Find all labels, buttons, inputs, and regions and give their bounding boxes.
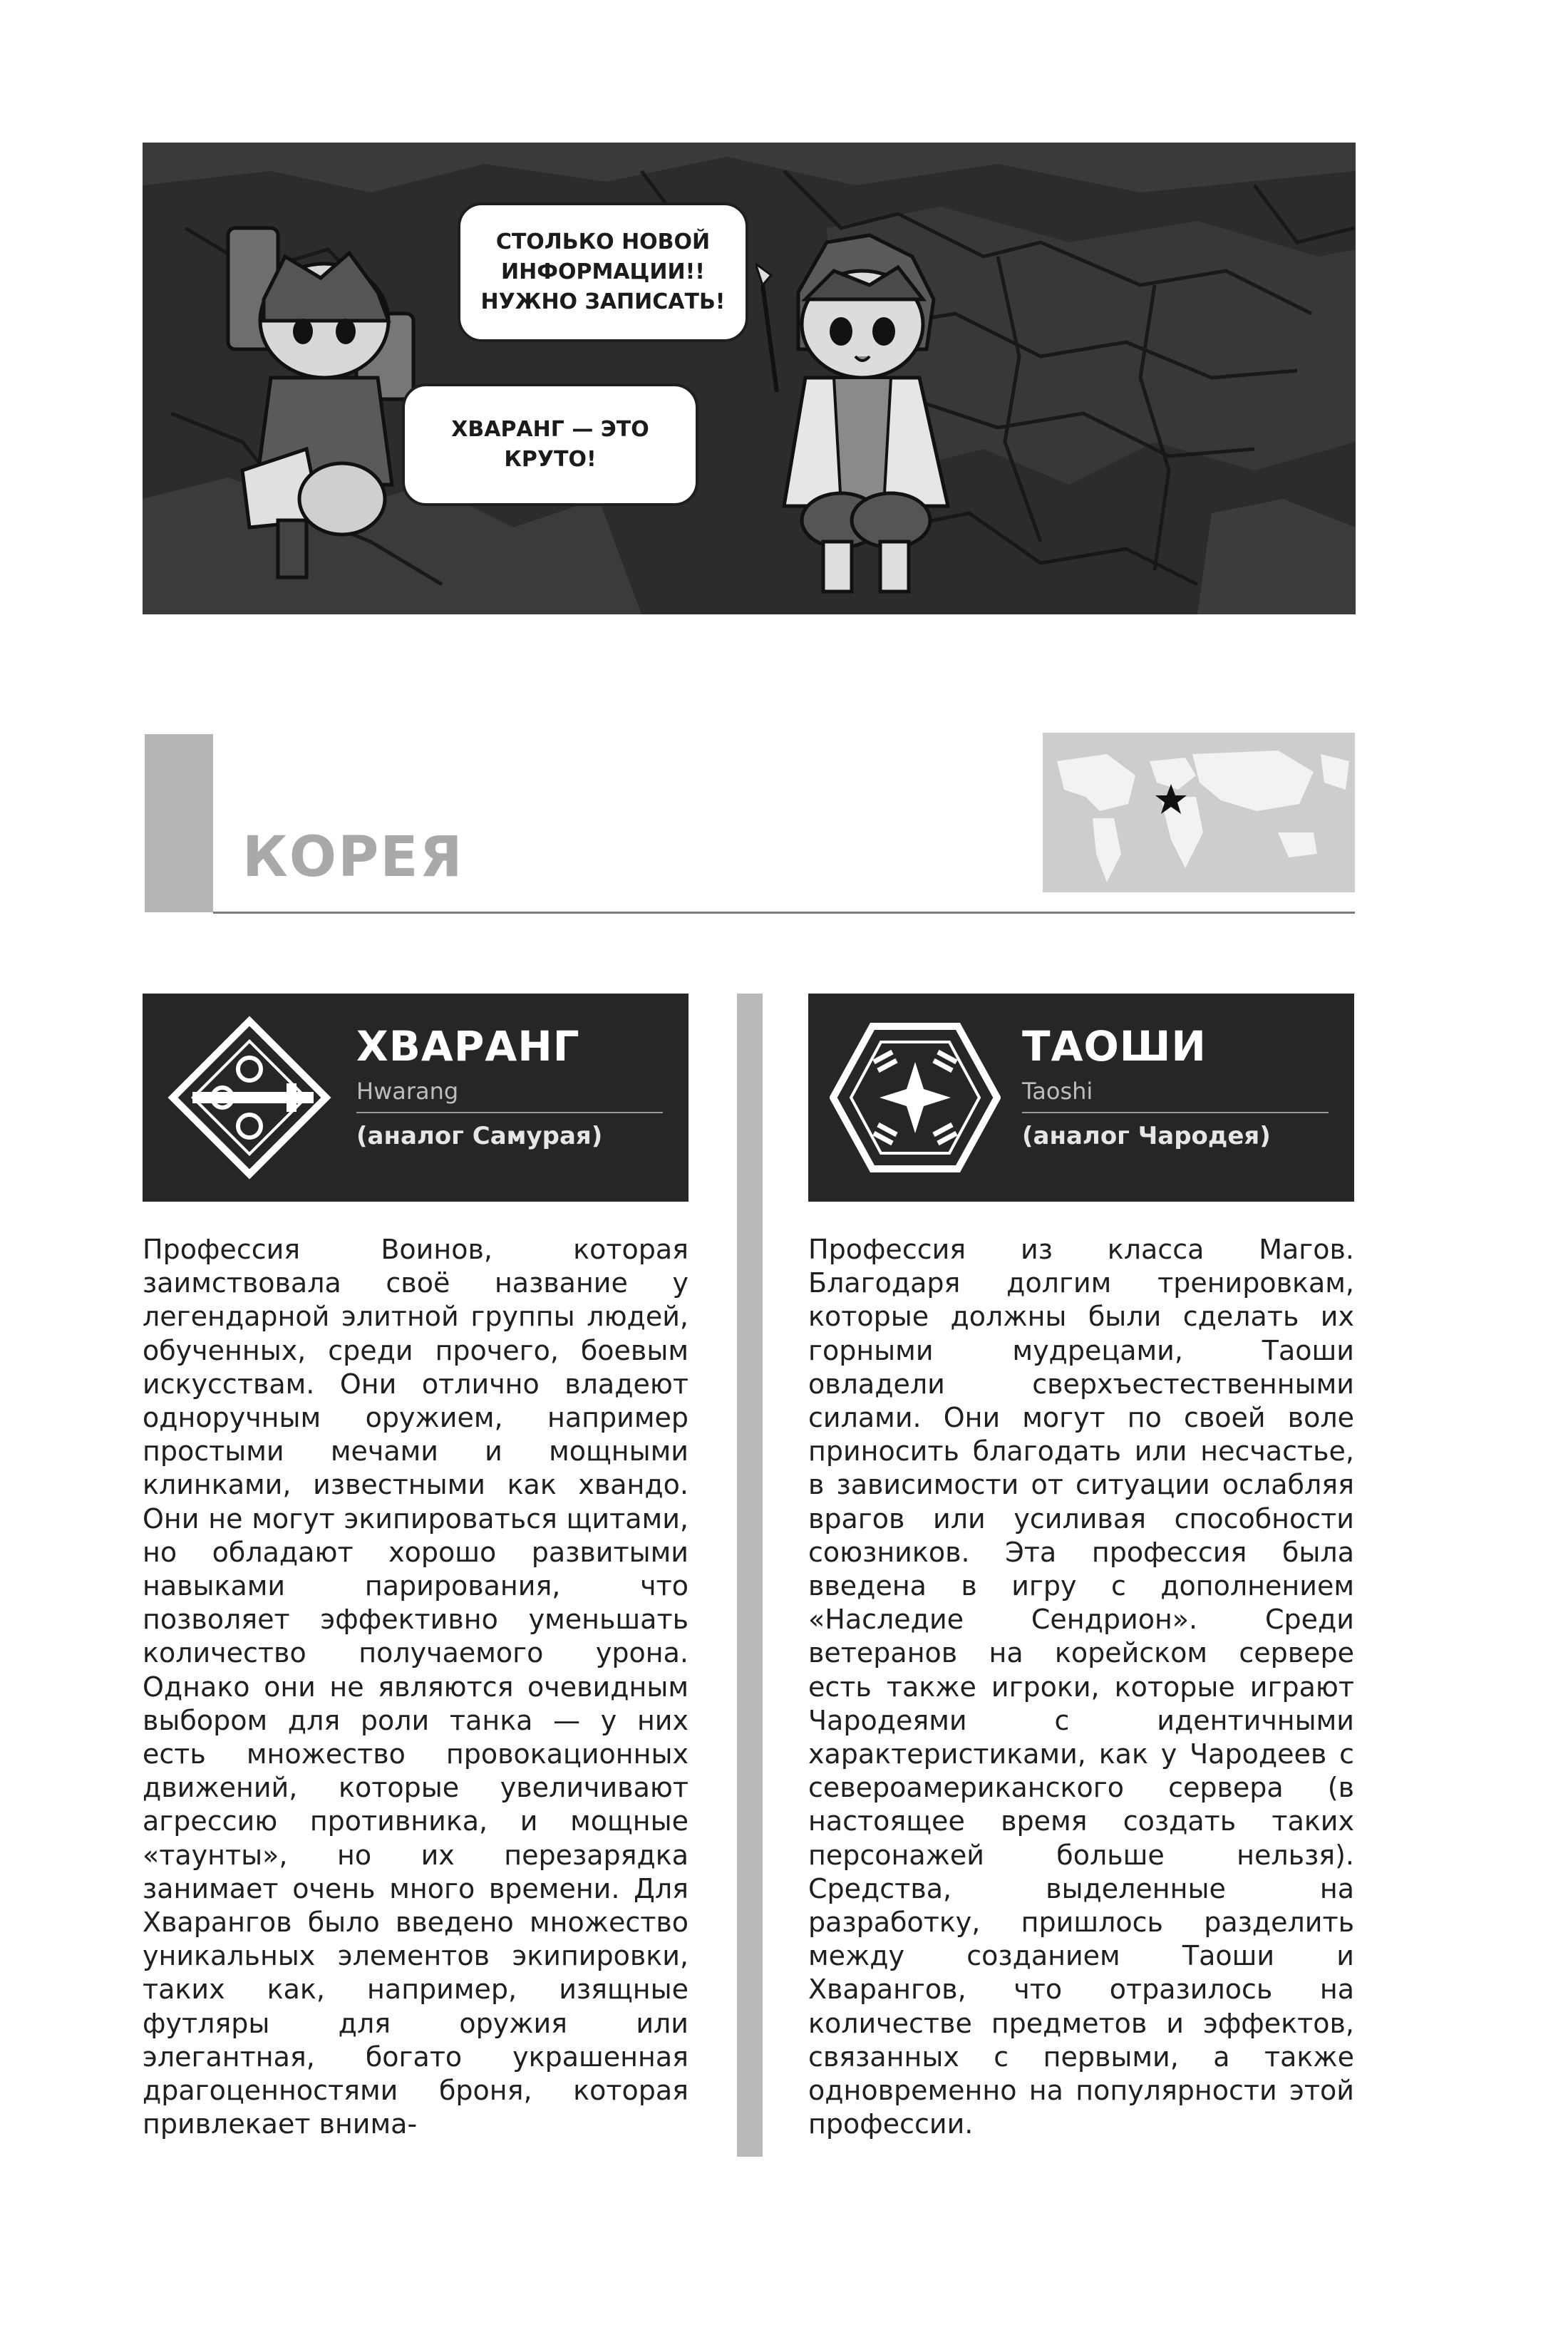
- region-accent-bar: [145, 734, 213, 912]
- class-name: ХВАРАНГ: [356, 1022, 580, 1071]
- class-latin-name: Hwarang: [356, 1078, 459, 1105]
- class-description-taoshi: Профессия из класса Магов. Благодаря долгим тренировкам, которые должны были сделать их горными мудрецами, Таоши овладели сверхъестественными силами. Они могут по своей воле приносить благодать или несчастье, в зависимости от ситуации ослабляя врагов или усиливая способности союзников. Эта профессия была введена в игру с дополнением «Наследие Сендрион». Среди ветеранов на корейском сервере есть также игроки, которые играют Чародеями с идентичными характеристиками, как у Чародеев с североамериканского сервера (в настоящее время создать таких персонажей больше нельзя). Средства, выделенные на разработку, пришлось разделить между созданием Таоши и Хварангов, что отразилось на количестве предметов и эффектов, связанных с первыми, а также одновременно на популярности этой профессии.: [808, 1234, 1354, 2140]
- class-latin-name: Taoshi: [1022, 1078, 1093, 1105]
- class-description-hwarang: Профессия Воинов, которая заимствовала своё название у легендарной элитной группы людей, обученных, среди прочего, боевым искусствам. Они отлично владеют одноручным оружием, например простыми мечами и мощными клинками, известными как хвандо. Они не могут экипироваться щитами, но обладают хорошо развитыми навыками парирования, что позволяет эффективно уменьшать количество получаемого урона. Однако они не являются очевидным выбором для роли танка — у них есть множество провокационных движений, которые увеличивают агрессию противника, и мощные «таунты», но их перезарядка занимает очень много времени. Для Хварангов было введено множество уникальных элементов экипировки, таких как, например, изящные футляры для оружия или элегантная, богато украшенная драгоценностями броня, которая привлекает внима-: [143, 1234, 688, 2140]
- speech-bubble-top: СТОЛЬКО НОВОЙ ИНФОРМАЦИИ!! НУЖНО ЗАПИСАТЬ!: [458, 202, 748, 342]
- world-mini-map: [1043, 733, 1355, 892]
- class-header-taoshi: [808, 994, 1354, 1202]
- class-analog: (аналог Самурая): [356, 1122, 603, 1150]
- column-divider: [737, 994, 763, 2157]
- region-title: КОРЕЯ: [242, 825, 464, 889]
- taoist-emblem-icon: [830, 1012, 1001, 1183]
- banner-illustration: [143, 143, 1356, 614]
- class-header-rule: [356, 1112, 663, 1113]
- class-header-hwarang: [143, 994, 688, 1202]
- sword-emblem-icon: [164, 1012, 335, 1183]
- class-name: ТАОШИ: [1022, 1022, 1207, 1071]
- class-analog: (аналог Чародея): [1022, 1122, 1271, 1150]
- region-underline: [213, 912, 1355, 914]
- speech-bubble-bottom: ХВАРАНГ — ЭТО КРУТО!: [402, 383, 698, 506]
- chibi-mage-character: [755, 207, 969, 606]
- class-header-rule: [1022, 1112, 1329, 1113]
